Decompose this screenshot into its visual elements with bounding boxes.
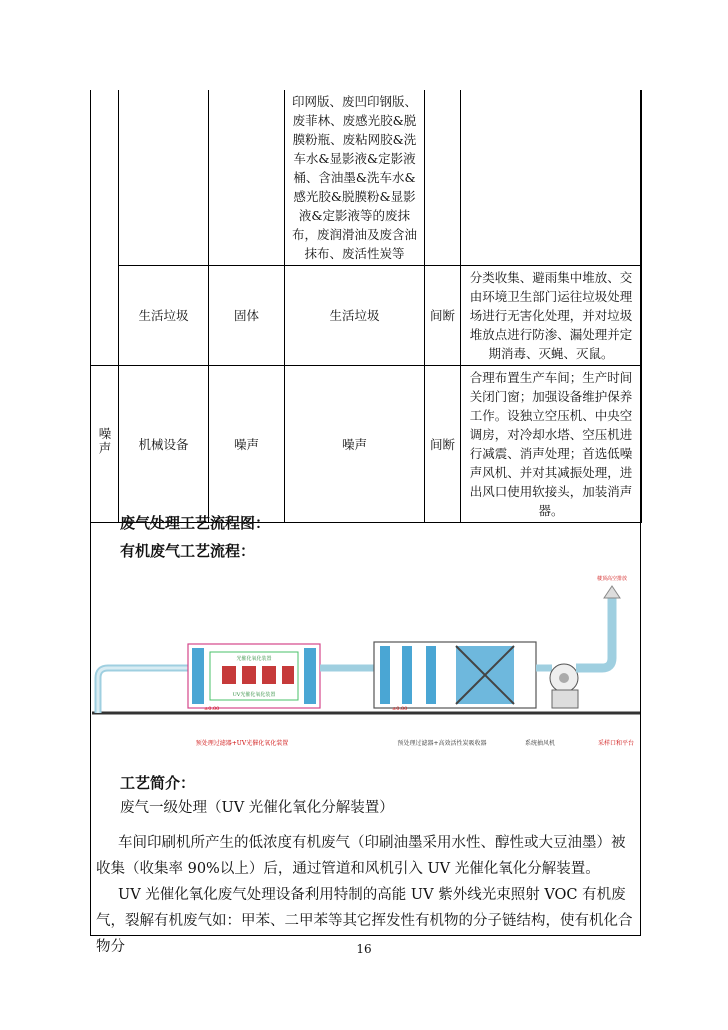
unit1-label: 预处理过滤器+UV光催化氧化装置 xyxy=(195,740,289,747)
mode-cell: 间断 xyxy=(425,266,461,366)
category-cell: 噪声 xyxy=(91,366,119,523)
mode-cell xyxy=(425,90,461,266)
waste-cell: 印网版、废凹印钢版、废菲林、废感光胶&脱膜粉瓶、废粘网胶&洗车水&显影液&定影液桶、含油墨&洗车水&感光胶&脱膜粉&显影液&定影液等的废抹布，废润滑油及废含油抹布、废活性炭等 xyxy=(285,90,425,266)
uv-bottom-label: UV光催化氧化装置 xyxy=(232,692,276,698)
organic-flow-title: 有机废气工艺流程： xyxy=(120,542,256,560)
mode-cell: 间断 xyxy=(425,366,461,523)
body-para1: 车间印刷机所产生的低浓度有机废气（印刷油墨采用水性、醇性或大豆油墨）被收集（收集率 90%以上）后，通过管道和风机引入 UV 光催化氧化分解装置。 xyxy=(96,835,626,877)
category-cell xyxy=(91,90,119,366)
state-cell: 固体 xyxy=(209,266,285,366)
level-mark: ±0.00 xyxy=(392,706,408,712)
inlet-duct xyxy=(98,668,188,713)
page-number: 16 xyxy=(356,942,372,956)
table-row xyxy=(91,266,642,366)
measure-cell: 合理布置生产车间；生产时间关闭门窗；加强设备维护保养工作。设独立空压机、中央空调房，对冷却水塔、空压机进行减震、消声处理；首选低噪声风机、并对其减振处理，进出风口使用软接头，加装消声器。 xyxy=(461,366,642,523)
carbon-unit xyxy=(374,642,536,712)
name-cell: 机械设备 xyxy=(119,366,209,523)
state-cell: 噪声 xyxy=(209,366,285,523)
uv-top-label: 光催化氧化装置 xyxy=(236,656,272,662)
body-para2: UV 光催化氧化废气处理设备利用特制的高能 UV 紫外线光束照射 VOC 有机废气，裂解有机废气如：甲苯、二甲苯等其它挥发性有机物的分子链结构，使有机化合物分 xyxy=(96,887,633,955)
sample-label: 采样口和平台 xyxy=(597,740,635,747)
process-flow-diagram xyxy=(92,568,640,748)
measure-cell: 分类收集、避雨集中堆放、交由环境卫生部门运往垃圾处理场进行无害化处理，并对垃圾堆放点进行防渗、漏处理并定期消毒、灭蝇、灭鼠。 xyxy=(461,266,642,366)
table-row xyxy=(91,90,642,266)
body-line1: 废气一级处理（UV 光催化氧化分解装置） xyxy=(120,800,394,816)
unit2-label: 预处理过滤器+高效活性炭吸收器 xyxy=(397,740,487,747)
measure-cell xyxy=(461,90,642,266)
level-mark: ±0.00 xyxy=(204,706,220,712)
fan-unit xyxy=(536,664,578,708)
uv-unit xyxy=(188,644,320,712)
stack-label: 楼顶高空排放 xyxy=(596,576,628,582)
waste-table xyxy=(90,90,642,523)
name-cell: 生活垃圾 xyxy=(119,266,209,366)
exhaust-stack xyxy=(576,598,612,668)
name-cell xyxy=(119,90,209,266)
table-row xyxy=(91,366,642,523)
intro-title: 工艺简介： xyxy=(120,774,196,792)
waste-cell: 噪声 xyxy=(285,366,425,523)
flow-title: 废气处理工艺流程图： xyxy=(120,514,271,532)
waste-cell: 生活垃圾 xyxy=(285,266,425,366)
fan-label: 系统抽风机 xyxy=(524,740,556,747)
state-cell xyxy=(209,90,285,266)
